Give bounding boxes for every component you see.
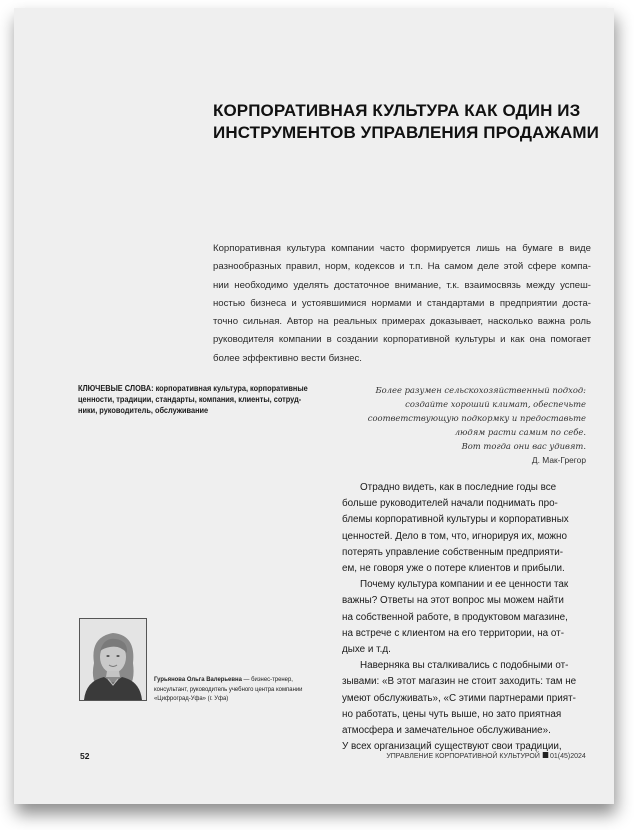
article-abstract [213, 240, 591, 368]
square-separator-icon [543, 752, 549, 758]
body-line: больше руководителей начали поднимать про- [342, 498, 558, 510]
author-photo [79, 618, 147, 701]
page-number: 52 [80, 751, 90, 761]
issue-number: 01(45)2024 [550, 751, 586, 760]
body-line: дыхе и т.д. [342, 644, 391, 656]
abstract-line: разнообразных правил, норм, кодексов и т.п. На самом деле этой сфере компа- [213, 261, 591, 273]
body-line: Отрадно видеть, как в последние годы все [360, 482, 557, 493]
title-line: КОРПОРАТИВНАЯ КУЛЬТУРА КАК ОДИН ИЗ [213, 101, 581, 120]
epigraph [326, 383, 586, 467]
article-title [213, 100, 599, 144]
body-line: блемы корпоративной культуры и корпоративных [342, 514, 569, 526]
author-bio-text: — бизнес-тренер, [241, 676, 293, 683]
body-line: потерять управление собственным предприяти- [342, 546, 564, 558]
epigraph-line: людям расти самим по себе. [454, 427, 586, 437]
epigraph-line: создайте хороший климат, обеспечьте [405, 399, 586, 409]
author-bio-text: «Цифроград-Уфа» (г. Уфа) [154, 695, 229, 702]
body-line: важны? Ответы на этот вопрос мы можем найти [342, 595, 564, 607]
body-line: атмосфера и замечательное обслуживание». [342, 725, 551, 737]
article-body [342, 480, 590, 755]
keywords-line: ценности, традиции, стандарты, компания, клиенты, сотруд- [78, 394, 302, 404]
author-name: Гурьянова Ольга Валерьевна [154, 676, 242, 683]
abstract-line: нии необходимо уделять достаточное внимание, т.к. взаимосвязь между успеш- [213, 279, 591, 291]
journal-page [14, 8, 614, 804]
body-line: ценностей. Дело в том, что, игнорируя их, можно [342, 530, 567, 542]
author-bio-text: консультант, руководитель учебного центра компании [154, 685, 303, 693]
author-info [154, 675, 316, 704]
abstract-line: Корпоративная культура компании часто формируется лишь на бумаге в виде [213, 243, 591, 254]
epigraph-line: Вот тогда они вас удивят. [461, 441, 586, 451]
running-footer [387, 751, 586, 760]
abstract-line: руководителя компании в создании корпоративной культуры и как она помогает [213, 334, 591, 346]
epigraph-line: Более разумен сельскохозяйственный подход: [375, 385, 586, 395]
body-line: ем, не говоря уже о потере клиентов и прибыли. [342, 563, 565, 575]
body-line: на встрече с клиентом на его территории, на от- [342, 627, 564, 639]
abstract-line: более эффективно вести бизнес. [213, 352, 362, 364]
body-line: на собственной работе, в продуктовом магазине, [342, 611, 568, 623]
epigraph-author: Д. Мак-Грегор [531, 455, 586, 465]
journal-name: УПРАВЛЕНИЕ КОРПОРАТИВНОЙ КУЛЬТУРОЙ [386, 751, 541, 760]
keywords [78, 383, 308, 416]
epigraph-line: соответствующую подкормку и предоставьте [367, 413, 586, 423]
title-line: ИНСТРУМЕНТОВ УПРАВЛЕНИЯ ПРОДАЖАМИ [213, 123, 599, 142]
keywords-line: ники, руководитель, обслуживание [78, 405, 209, 415]
body-line: но работать, цены чуть выше, но зато приятная [342, 708, 562, 720]
body-line: У всех организаций существуют свои традиции, [342, 741, 562, 753]
abstract-line: точно сильная. Автор на реальных примерах доказывает, насколько важна роль [213, 316, 591, 328]
abstract-line: ностью бизнеса и устоявшимися нормами и стандартами в предприятии доста- [213, 297, 591, 309]
body-line: Наверняка вы сталкивались с подобными от- [360, 660, 569, 672]
body-line: зывами: «В этот магазин не стоит заходить: там не [342, 676, 577, 688]
body-line: Почему культура компании и ее ценности так [360, 579, 569, 591]
keywords-line: КЛЮЧЕВЫЕ СЛОВА: корпоративная культура, корпоративные [78, 383, 308, 393]
body-line: умеют обслуживать», «С этими партнерами прият- [342, 692, 576, 704]
author-portrait-image [80, 619, 146, 700]
